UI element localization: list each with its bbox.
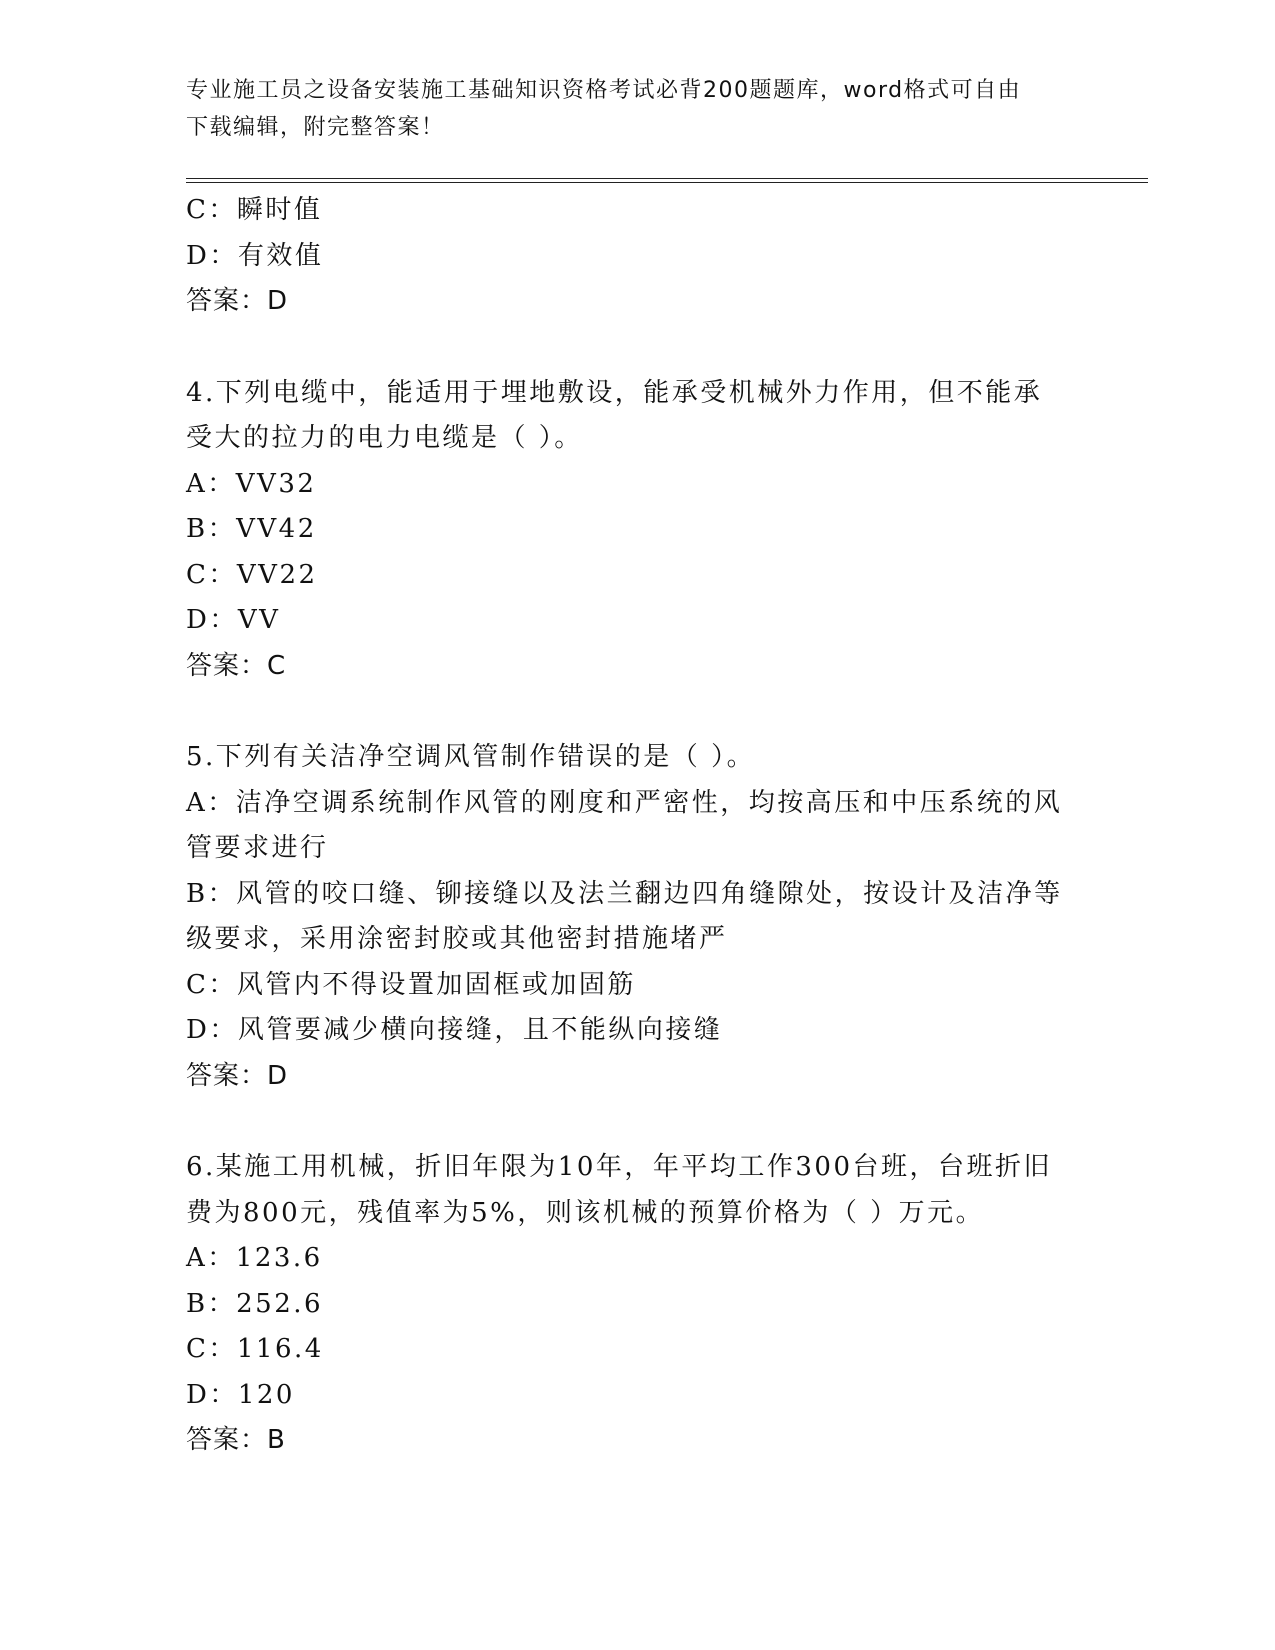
question-5: [186, 735, 1086, 1099]
option-a: A：VV32: [186, 468, 317, 499]
answer-label: 答案：C: [186, 650, 287, 681]
option-c: C：风管内不得设置加固框或加固筋: [186, 969, 636, 1000]
option-c: C：116.4: [186, 1334, 324, 1364]
spacer: [186, 325, 1086, 371]
option-d: D：有效值: [186, 240, 324, 271]
answer-label: 答案：B: [186, 1425, 286, 1455]
option-b-line-1: B：风管的咬口缝、铆接缝以及法兰翻边四角缝隙处，按设计及洁净等: [186, 878, 1063, 909]
question-stem-line-2: 费为800元，残值率为5%，则该机械的预算价格为（ ）万元。: [186, 1197, 985, 1228]
question-stem: 5.下列有关洁净空调风管制作错误的是（ ）。: [186, 742, 756, 772]
question-3-tail: [186, 188, 1086, 325]
spacer: [186, 1099, 1086, 1145]
question-6: [186, 1145, 1086, 1464]
header-title-line-1: 专业施工员之设备安装施工基础知识资格考试必背200题题库，word格式可自由: [186, 78, 1022, 103]
option-a-line-1: A：洁净空调系统制作风管的刚度和严密性，均按高压和中压系统的风: [186, 787, 1063, 818]
question-stem-line-1: 4.下列电缆中，能适用于埋地敷设，能承受机械外力作用，但不能承: [186, 377, 1043, 408]
question-stem-line-1: 6.某施工用机械，折旧年限为10年，年平均工作300台班，台班折旧: [186, 1152, 1053, 1182]
option-a-line-2: 管要求进行: [186, 833, 329, 863]
option-c: C：瞬时值: [186, 195, 323, 225]
spacer: [186, 689, 1086, 735]
question-4: [186, 371, 1086, 690]
answer-label: 答案：D: [186, 286, 289, 316]
option-d: D：120: [186, 1379, 295, 1410]
question-list: [186, 188, 1086, 1464]
option-b-line-2: 级要求，采用涂密封胶或其他密封措施堵严: [186, 924, 728, 954]
header-divider: [186, 178, 1148, 183]
option-d: D：VV: [186, 605, 281, 635]
document-header: [186, 72, 1076, 146]
option-d: D：风管要减少横向接缝，且不能纵向接缝: [186, 1015, 723, 1045]
question-stem-line-2: 受大的拉力的电力电缆是（ ）。: [186, 423, 583, 453]
option-b: B：VV42: [186, 514, 317, 544]
option-c: C：VV22: [186, 559, 318, 590]
option-b: B：252.6: [186, 1288, 324, 1319]
answer-label: 答案：D: [186, 1060, 289, 1091]
option-a: A：123.6: [186, 1243, 323, 1273]
header-title-line-2: 下载编辑，附完整答案！: [186, 115, 445, 140]
